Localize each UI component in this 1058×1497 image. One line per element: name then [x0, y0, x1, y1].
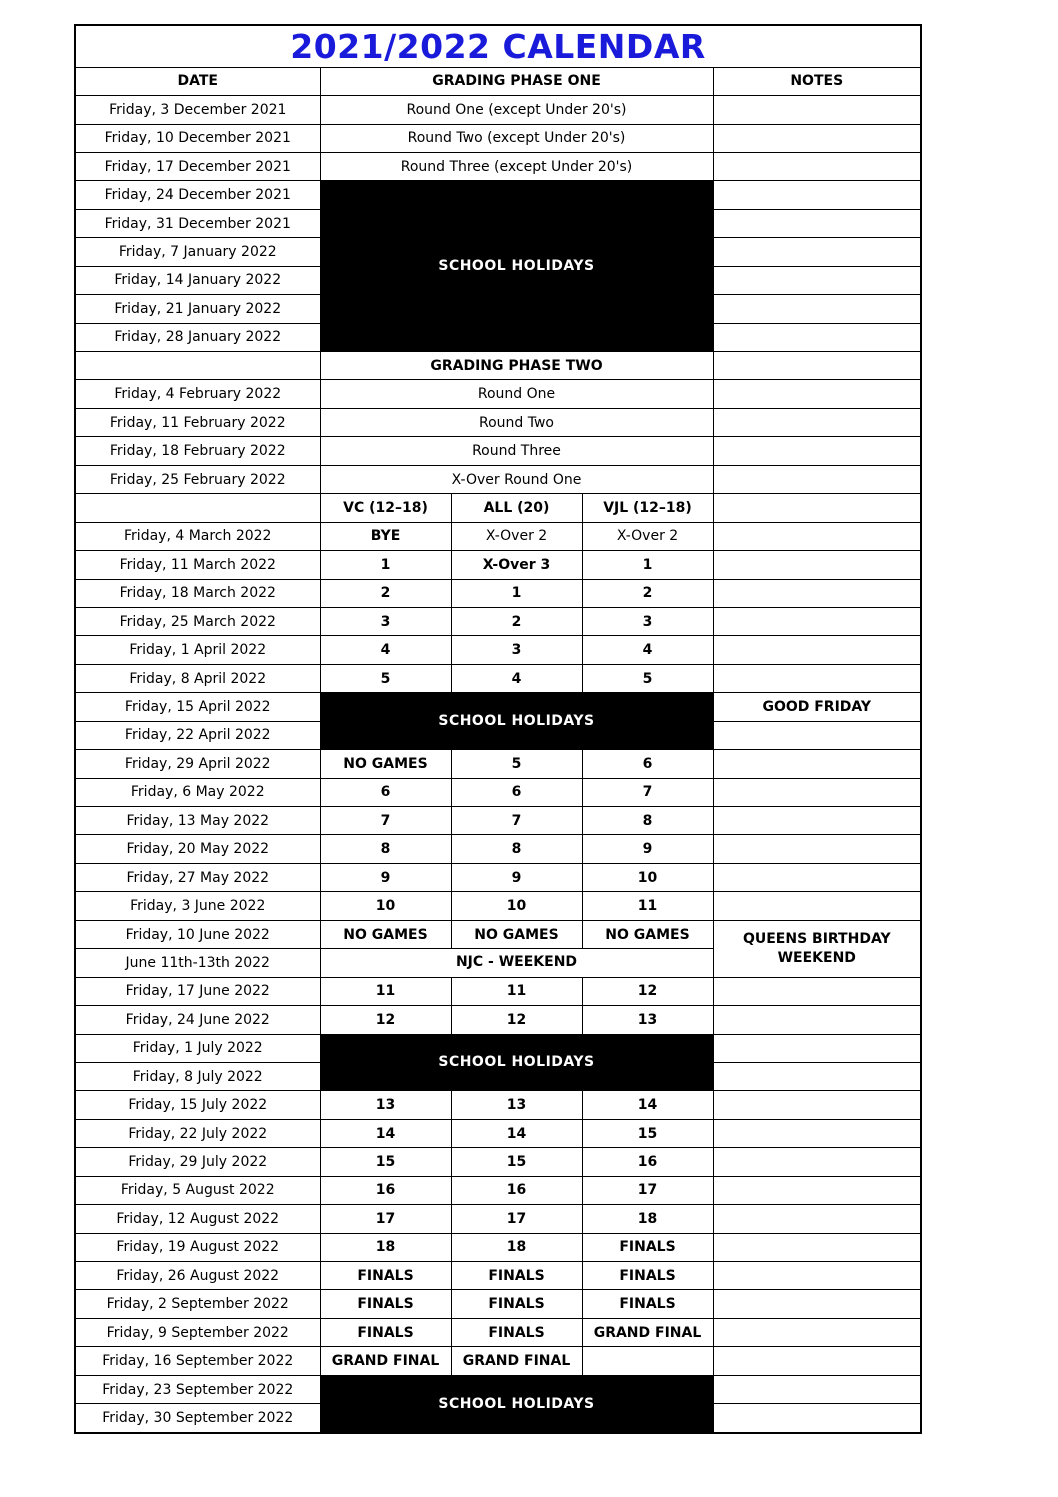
vc-cell: 9	[320, 863, 451, 891]
all-cell: 1	[451, 579, 582, 607]
calendar-row	[75, 465, 921, 493]
date-cell: Friday, 11 March 2022	[75, 551, 320, 579]
vjl-cell: 11	[582, 892, 713, 920]
phase-one-round: Round Two (except Under 20's)	[320, 124, 713, 152]
date-cell: Friday, 22 April 2022	[75, 721, 320, 749]
notes-cell	[713, 579, 921, 607]
notes-cell	[713, 522, 921, 550]
vc-cell: FINALS	[320, 1290, 451, 1318]
date-cell: Friday, 28 January 2022	[75, 323, 320, 351]
notes-cell	[713, 721, 921, 749]
vjl-cell: 14	[582, 1091, 713, 1119]
notes-cell	[713, 323, 921, 351]
notes-cell	[713, 551, 921, 579]
vjl-cell: FINALS	[582, 1290, 713, 1318]
notes-cell	[713, 238, 921, 266]
notes-cell	[713, 1375, 921, 1403]
all-cell: 10	[451, 892, 582, 920]
vjl-cell: FINALS	[582, 1233, 713, 1261]
notes-cell	[713, 607, 921, 635]
all-cell: 17	[451, 1205, 582, 1233]
calendar-row	[75, 1318, 921, 1346]
notes-cell	[713, 1148, 921, 1176]
date-cell: Friday, 4 February 2022	[75, 380, 320, 408]
calendar-row	[75, 152, 921, 180]
calendar-row	[75, 1233, 921, 1261]
date-cell: Friday, 29 April 2022	[75, 750, 320, 778]
calendar-row	[75, 693, 921, 721]
all-cell: 13	[451, 1091, 582, 1119]
calendar-row	[75, 607, 921, 635]
notes-cell	[713, 1262, 921, 1290]
date-cell: Friday, 10 June 2022	[75, 920, 320, 948]
all-cell: 12	[451, 1006, 582, 1034]
vc-cell: 15	[320, 1148, 451, 1176]
notes-cell	[713, 807, 921, 835]
calendar-row	[75, 835, 921, 863]
notes-cell	[713, 408, 921, 436]
school-holidays-block: SCHOOL HOLIDAYS	[320, 1034, 713, 1091]
notes-cell	[713, 664, 921, 692]
date-cell: Friday, 29 July 2022	[75, 1148, 320, 1176]
date-cell: Friday, 4 March 2022	[75, 522, 320, 550]
vjl-cell: 15	[582, 1119, 713, 1147]
date-cell: Friday, 15 July 2022	[75, 1091, 320, 1119]
date-cell: Friday, 27 May 2022	[75, 863, 320, 891]
all-cell: X-Over 2	[451, 522, 582, 550]
calendar-row	[75, 1091, 921, 1119]
notes-cell	[713, 1006, 921, 1034]
vc-cell: 17	[320, 1205, 451, 1233]
calendar-row	[75, 124, 921, 152]
vjl-cell: 8	[582, 807, 713, 835]
vc-cell: 8	[320, 835, 451, 863]
all-cell: FINALS	[451, 1262, 582, 1290]
vc-cell: 16	[320, 1176, 451, 1204]
date-cell: June 11th-13th 2022	[75, 949, 320, 977]
calendar-title: 2021/2022 CALENDAR	[290, 26, 706, 66]
notes-cell	[713, 465, 921, 493]
notes-cell	[713, 437, 921, 465]
phase-two-round: X-Over Round One	[320, 465, 713, 493]
date-cell: Friday, 13 May 2022	[75, 807, 320, 835]
all-cell: X-Over 3	[451, 551, 582, 579]
vc-cell: 12	[320, 1006, 451, 1034]
phase-one-header: GRADING PHASE ONE	[320, 67, 713, 95]
calendar-row	[75, 181, 921, 209]
vc-header: VC (12–18)	[320, 494, 451, 522]
notes-cell	[713, 209, 921, 237]
notes-cell	[713, 380, 921, 408]
date-cell: Friday, 31 December 2021	[75, 209, 320, 237]
notes-cell	[713, 1119, 921, 1147]
all-cell: NO GAMES	[451, 920, 582, 948]
vjl-cell: X-Over 2	[582, 522, 713, 550]
calendar-row	[75, 551, 921, 579]
notes-cell	[713, 352, 921, 380]
vc-cell: 11	[320, 977, 451, 1005]
notes-cell	[713, 1062, 921, 1090]
vjl-cell: 12	[582, 977, 713, 1005]
date-cell: Friday, 24 June 2022	[75, 1006, 320, 1034]
date-cell: Friday, 8 April 2022	[75, 664, 320, 692]
all-cell: 7	[451, 807, 582, 835]
notes-cell	[713, 1347, 921, 1375]
date-cell: Friday, 26 August 2022	[75, 1262, 320, 1290]
date-cell: Friday, 3 June 2022	[75, 892, 320, 920]
notes-cell	[713, 96, 921, 124]
calendar-row	[75, 522, 921, 550]
vjl-cell: 1	[582, 551, 713, 579]
notes-cell	[713, 1318, 921, 1346]
column-header-row	[75, 494, 921, 522]
date-cell: Friday, 9 September 2022	[75, 1318, 320, 1346]
good-friday-note: GOOD FRIDAY	[713, 693, 921, 721]
calendar-row	[75, 380, 921, 408]
vc-cell: 3	[320, 607, 451, 635]
vc-cell: 5	[320, 664, 451, 692]
queens-birthday-note: QUEENS BIRTHDAY WEEKEND	[713, 920, 921, 977]
date-cell: Friday, 10 December 2021	[75, 124, 320, 152]
all-cell: 16	[451, 1176, 582, 1204]
calendar-row	[75, 1006, 921, 1034]
vjl-cell: GRAND FINAL	[582, 1318, 713, 1346]
all-cell: 2	[451, 607, 582, 635]
title-row	[75, 25, 921, 67]
header-row	[75, 67, 921, 95]
school-holidays-block: SCHOOL HOLIDAYS	[320, 181, 713, 352]
notes-cell	[713, 295, 921, 323]
calendar-row	[75, 437, 921, 465]
notes-cell	[713, 1205, 921, 1233]
notes-header: NOTES	[713, 67, 921, 95]
date-cell: Friday, 30 September 2022	[75, 1404, 320, 1433]
date-cell: Friday, 25 March 2022	[75, 607, 320, 635]
all-cell: 18	[451, 1233, 582, 1261]
all-cell: 15	[451, 1148, 582, 1176]
calendar-row	[75, 920, 921, 948]
all-cell: 14	[451, 1119, 582, 1147]
vc-cell: 14	[320, 1119, 451, 1147]
calendar-row	[75, 96, 921, 124]
calendar-row	[75, 1176, 921, 1204]
vjl-cell: 16	[582, 1148, 713, 1176]
calendar-row	[75, 1290, 921, 1318]
vjl-cell: FINALS	[582, 1262, 713, 1290]
date-cell: Friday, 16 September 2022	[75, 1347, 320, 1375]
notes-cell	[713, 1233, 921, 1261]
calendar-row	[75, 778, 921, 806]
date-cell: Friday, 1 April 2022	[75, 636, 320, 664]
date-cell: Friday, 20 May 2022	[75, 835, 320, 863]
all-cell: FINALS	[451, 1318, 582, 1346]
vc-cell: 7	[320, 807, 451, 835]
notes-cell	[713, 1091, 921, 1119]
date-cell: Friday, 12 August 2022	[75, 1205, 320, 1233]
calendar-row	[75, 807, 921, 835]
notes-cell	[713, 1034, 921, 1062]
date-cell: Friday, 2 September 2022	[75, 1290, 320, 1318]
calendar-table	[74, 24, 922, 1434]
calendar-row	[75, 1034, 921, 1062]
calendar-row	[75, 664, 921, 692]
all-cell: 3	[451, 636, 582, 664]
njc-weekend-cell: NJC - WEEKEND	[320, 949, 713, 977]
vjl-cell: 3	[582, 607, 713, 635]
date-cell: Friday, 19 August 2022	[75, 1233, 320, 1261]
date-cell: Friday, 14 January 2022	[75, 266, 320, 294]
date-cell: Friday, 3 December 2021	[75, 96, 320, 124]
calendar-row	[75, 977, 921, 1005]
vc-cell: 1	[320, 551, 451, 579]
vjl-cell	[582, 1347, 713, 1375]
vjl-cell: 4	[582, 636, 713, 664]
date-cell: Friday, 8 July 2022	[75, 1062, 320, 1090]
phase-two-round: Round Two	[320, 408, 713, 436]
notes-cell	[713, 977, 921, 1005]
notes-cell	[713, 892, 921, 920]
vc-cell: NO GAMES	[320, 920, 451, 948]
calendar-row	[75, 1148, 921, 1176]
school-holidays-block: SCHOOL HOLIDAYS	[320, 693, 713, 750]
vc-cell: FINALS	[320, 1262, 451, 1290]
vjl-cell: NO GAMES	[582, 920, 713, 948]
all-cell: 9	[451, 863, 582, 891]
notes-cell	[713, 778, 921, 806]
vjl-cell: 13	[582, 1006, 713, 1034]
notes-cell	[713, 835, 921, 863]
notes-cell	[713, 863, 921, 891]
date-cell: Friday, 17 December 2021	[75, 152, 320, 180]
calendar-row	[75, 1262, 921, 1290]
all-cell: 6	[451, 778, 582, 806]
vc-cell: GRAND FINAL	[320, 1347, 451, 1375]
phase-two-header: GRADING PHASE TWO	[320, 352, 713, 380]
calendar-row	[75, 892, 921, 920]
phase-two-round: Round One	[320, 380, 713, 408]
all-cell: 4	[451, 664, 582, 692]
calendar-row	[75, 636, 921, 664]
phase-one-round: Round Three (except Under 20's)	[320, 152, 713, 180]
calendar-row	[75, 750, 921, 778]
vc-cell: NO GAMES	[320, 750, 451, 778]
notes-cell	[713, 636, 921, 664]
date-cell	[75, 494, 320, 522]
notes-cell	[713, 152, 921, 180]
all-header: ALL (20)	[451, 494, 582, 522]
date-cell: Friday, 15 April 2022	[75, 693, 320, 721]
notes-cell	[713, 124, 921, 152]
calendar-row	[75, 579, 921, 607]
notes-cell	[713, 1176, 921, 1204]
vc-cell: 10	[320, 892, 451, 920]
notes-cell	[713, 1290, 921, 1318]
vjl-cell: 5	[582, 664, 713, 692]
all-cell: 5	[451, 750, 582, 778]
date-cell: Friday, 22 July 2022	[75, 1119, 320, 1147]
vc-cell: FINALS	[320, 1318, 451, 1346]
notes-cell	[713, 494, 921, 522]
vc-cell: 2	[320, 579, 451, 607]
phase-two-row	[75, 352, 921, 380]
date-cell: Friday, 25 February 2022	[75, 465, 320, 493]
calendar-row	[75, 1119, 921, 1147]
phase-one-round: Round One (except Under 20's)	[320, 96, 713, 124]
date-cell: Friday, 7 January 2022	[75, 238, 320, 266]
vjl-cell: 2	[582, 579, 713, 607]
vc-cell: 18	[320, 1233, 451, 1261]
vjl-cell: 7	[582, 778, 713, 806]
date-header: DATE	[75, 67, 320, 95]
calendar-row	[75, 1205, 921, 1233]
date-cell: Friday, 6 May 2022	[75, 778, 320, 806]
date-cell	[75, 352, 320, 380]
vjl-cell: 6	[582, 750, 713, 778]
date-cell: Friday, 18 March 2022	[75, 579, 320, 607]
notes-cell	[713, 1404, 921, 1433]
date-cell: Friday, 23 September 2022	[75, 1375, 320, 1403]
notes-cell	[713, 750, 921, 778]
calendar-row	[75, 408, 921, 436]
notes-cell	[713, 266, 921, 294]
date-cell: Friday, 1 July 2022	[75, 1034, 320, 1062]
vjl-cell: 18	[582, 1205, 713, 1233]
vc-cell: 6	[320, 778, 451, 806]
calendar-row	[75, 863, 921, 891]
vc-cell: 4	[320, 636, 451, 664]
phase-two-round: Round Three	[320, 437, 713, 465]
vjl-header: VJL (12–18)	[582, 494, 713, 522]
date-cell: Friday, 21 January 2022	[75, 295, 320, 323]
notes-cell	[713, 181, 921, 209]
calendar-row	[75, 1347, 921, 1375]
vc-cell: 13	[320, 1091, 451, 1119]
all-cell: GRAND FINAL	[451, 1347, 582, 1375]
date-cell: Friday, 17 June 2022	[75, 977, 320, 1005]
vjl-cell: 17	[582, 1176, 713, 1204]
calendar-title-cell	[75, 25, 921, 67]
date-cell: Friday, 11 February 2022	[75, 408, 320, 436]
vc-cell: BYE	[320, 522, 451, 550]
calendar-row	[75, 1375, 921, 1403]
all-cell: FINALS	[451, 1290, 582, 1318]
date-cell: Friday, 5 August 2022	[75, 1176, 320, 1204]
vjl-cell: 9	[582, 835, 713, 863]
calendar-body	[75, 25, 921, 1433]
all-cell: 11	[451, 977, 582, 1005]
school-holidays-block: SCHOOL HOLIDAYS	[320, 1375, 713, 1433]
vjl-cell: 10	[582, 863, 713, 891]
all-cell: 8	[451, 835, 582, 863]
date-cell: Friday, 18 February 2022	[75, 437, 320, 465]
date-cell: Friday, 24 December 2021	[75, 181, 320, 209]
